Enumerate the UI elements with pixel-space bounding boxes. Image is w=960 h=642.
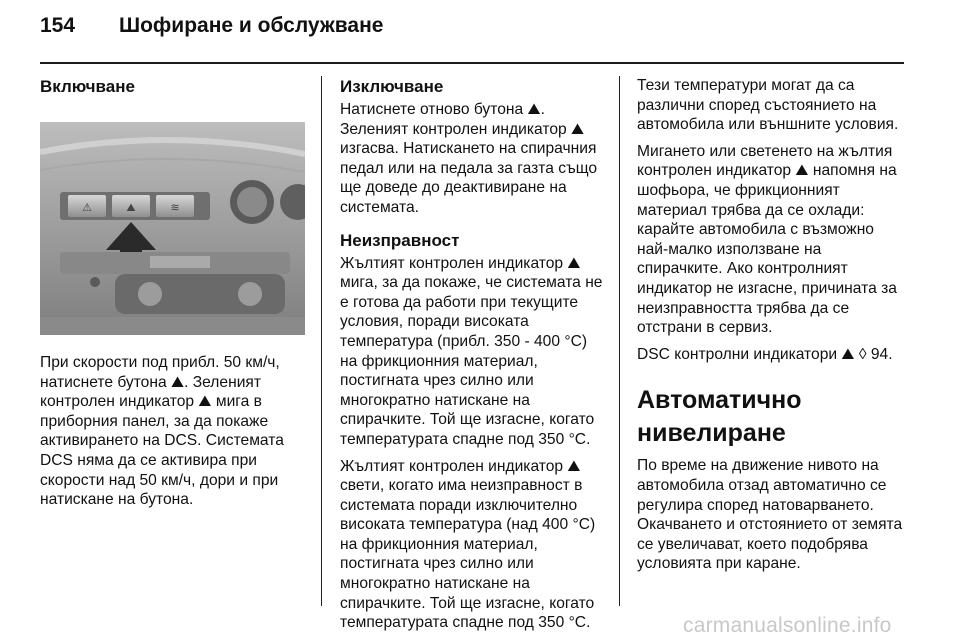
activation-paragraph: При скорости под прибл. 50 км/ч, натиснете бутона ⛰. Зеленият контролен индикатор ⛰ мига в приборния панел, за да покаже активирането на DCS. Системата DCS няма да се активира при скорости над 50 км/ч, дори и при натискане на бутона. [40,354,284,509]
section-heading-activation: Включване [40,77,135,96]
header-rule [40,62,904,64]
page-number: 154 [40,14,76,37]
column-3 [637,76,907,581]
indicator-paragraph: Мигането или светенето на жълтия контролен индикатор ⛰ напомня на шофьора, че фрикционният материал трябва да се охлади: карайте автомобила с възможно най-малко използване на спирачките. Ако контролният индикатор не изгасне, причината за неизправността трябва да се отстрани в сервиз. [637,142,897,337]
column-divider-1 [321,76,322,606]
page-header [40,14,900,54]
svg-text:⛰: ⛰ [126,202,136,214]
fault-paragraph-2: Жълтият контролен индикатор ⛰ свети, когато има неизправност в системата поради изключително високата температура (над 400 °C) на фрикционния материал, постигната чрез силно или многократно натискане на спирачките. Той ще изгасне, когато температурата спадне под 350 °C. [340,457,596,632]
column-1 [40,76,305,517]
column-divider-2 [619,76,620,606]
column-2 [340,76,605,640]
section-heading-fault: Неизправност [340,230,460,250]
fault-paragraph-1: Жълтият контролен индикатор ⛰ мига, за да покаже, че системата не е готова да работи при текущите условия, поради високата температура (прибл. 350 - 400 °C) на фрикционния материал, постигната чрез силно или многократно натискане на спирачките. Той ще изгасне, когато температурата спадне под 350 °C. [340,254,603,448]
deactivation-paragraph: Натиснете отново бутона ⛰. Зеленият контролен индикатор ⛰ изгасва. Натискането на спирачния педал или на педала за газта също ще доведе до деактивиране на системата. [340,101,598,216]
dashboard-figure [40,122,305,335]
section-heading-auto-leveling: Автоматично нивелиране [637,386,802,448]
svg-text:⚠: ⚠ [82,202,92,214]
dashboard-illustration [40,122,305,335]
svg-text:≋: ≋ [170,202,180,214]
dsc-reference-paragraph: DSC контролни индикатори ⛰ ◊ 94. [637,345,893,363]
auto-leveling-paragraph: По време на движение нивото на автомобила отзад автоматично се регулира според натоварването. Окачването и отстоянието от земята се увеличават, което подобрява условията при каране. [637,457,903,573]
section-heading-deactivation: Изключване [340,77,444,96]
temperature-paragraph: Тези температури могат да са различни според състоянието на автомобила или външните условия. [637,77,899,134]
chapter-title: Шофиране и обслужване [119,14,384,37]
watermark-text: carmanualsonline.info [683,614,892,637]
